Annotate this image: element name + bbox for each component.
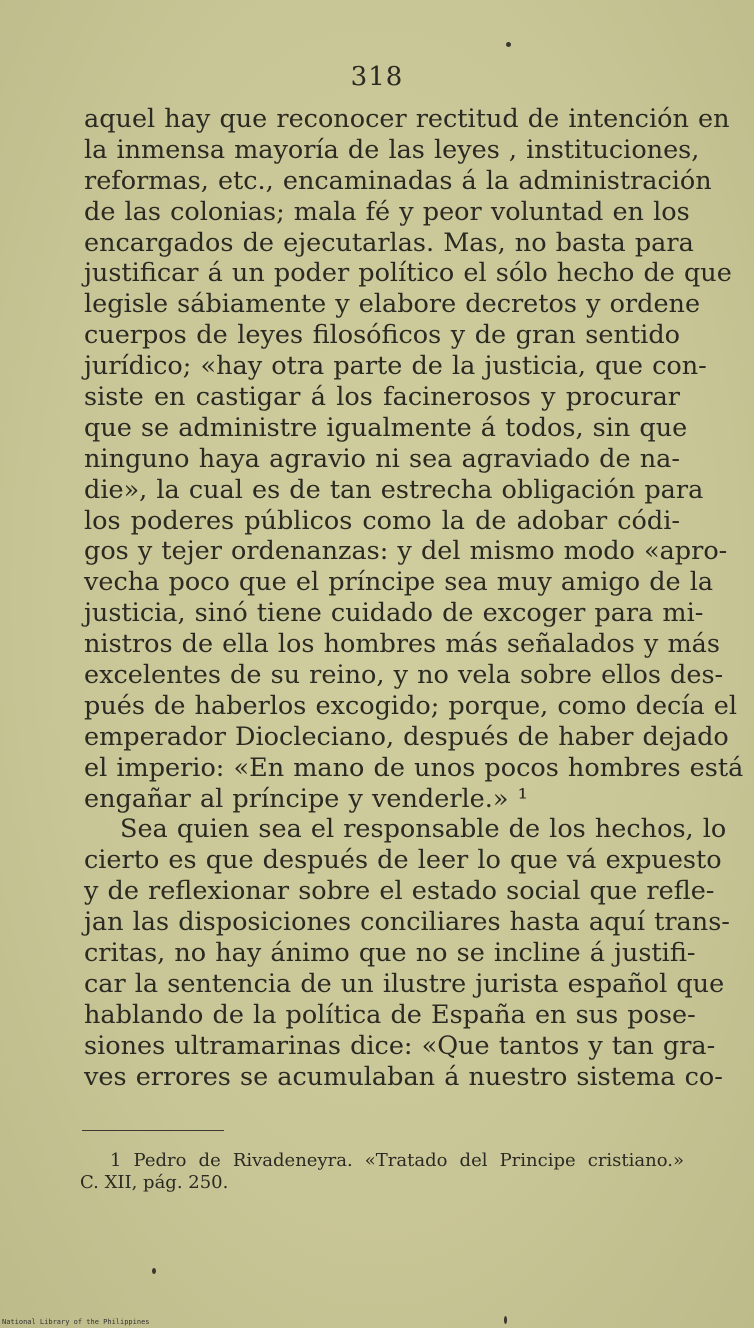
footnote-line: C. XII, pág. 250. <box>80 1172 229 1193</box>
text-line: car la sentencia de un ilustre jurista español que <box>84 968 725 999</box>
text-line: critas, no hay ánimo que no se incline á justifi- <box>84 938 696 969</box>
text-line: justificar á un poder político el sólo hecho de que <box>84 258 732 289</box>
text-line: de las colonias; mala fé y peor voluntad en los <box>84 196 690 227</box>
paragraph-end-line: engañar al príncipe y venderle.» ¹ <box>84 783 528 814</box>
text-line: el imperio: «En mano de unos pocos hombres está <box>84 752 744 783</box>
text-line: reformas, etc., encaminadas á la administración <box>84 165 712 196</box>
text-line: la inmensa mayoría de las leyes , instituciones, <box>84 134 700 165</box>
text-line: siste en castigar á los facinerosos y procurar <box>84 382 680 413</box>
text-line: ves errores se acumulaban á nuestro sistema co- <box>84 1061 723 1092</box>
text-line: die», la cual es de tan estrecha obligación para <box>84 474 704 505</box>
footnote-divider <box>82 1130 224 1131</box>
text-line: pués de haberlos excogido; porque, como decía el <box>84 690 738 721</box>
text-line: legisle sábiamente y elabore decretos y ordene <box>84 289 701 320</box>
text-line: los poderes públicos como la de adobar códi- <box>84 505 680 536</box>
text-line: vecha poco que el príncipe sea muy amigo de la <box>84 567 714 598</box>
ink-speck-decoration <box>504 1316 507 1324</box>
text-line: emperador Diocleciano, después de haber dejado <box>84 721 729 752</box>
page-number: 318 <box>350 62 404 92</box>
text-line: cierto es que después de leer lo que vá expuesto <box>84 845 722 876</box>
text-line: jan las disposiciones conciliares hasta aquí trans- <box>84 907 730 938</box>
body-text <box>84 104 744 1093</box>
library-watermark: National Library of the Philippines <box>2 1318 150 1326</box>
ink-speck-decoration <box>152 1268 156 1274</box>
text-line: cuerpos de leyes filosóficos y de gran sentido <box>84 320 680 351</box>
text-line: y de reflexionar sobre el estado social que refle- <box>84 876 715 907</box>
paragraph-start-line: Sea quien sea el responsable de los hechos, lo <box>120 814 727 845</box>
text-line: aquel hay que reconocer rectitud de intención en <box>84 104 730 134</box>
ink-speck-decoration <box>506 42 511 47</box>
text-line: ninguno haya agravio ni sea agraviado de na- <box>84 443 680 474</box>
text-line: encargados de ejecutarlas. Mas, no basta para <box>84 227 694 258</box>
text-line: gos y tejer ordenanzas: y del mismo modo «apro- <box>84 536 728 567</box>
text-line: que se administre igualmente á todos, sin que <box>84 412 688 443</box>
text-line: nistros de ella los hombres más señalados y más <box>84 629 720 660</box>
text-line: justicia, sinó tiene cuidado de excoger para mi- <box>84 598 704 629</box>
text-line: jurídico; «hay otra parte de la justicia, que con- <box>84 351 707 382</box>
text-line: hablando de la política de España en sus pose- <box>84 999 696 1030</box>
text-line: siones ultramarinas dice: «Que tantos y tan gra- <box>84 1030 716 1061</box>
footnote <box>80 1150 684 1194</box>
footnote-line: 1 Pedro de Rivadeneyra. «Tratado del Principe cristiano.» <box>110 1150 684 1171</box>
text-line: excelentes de su reino, y no vela sobre ellos des- <box>84 660 724 691</box>
